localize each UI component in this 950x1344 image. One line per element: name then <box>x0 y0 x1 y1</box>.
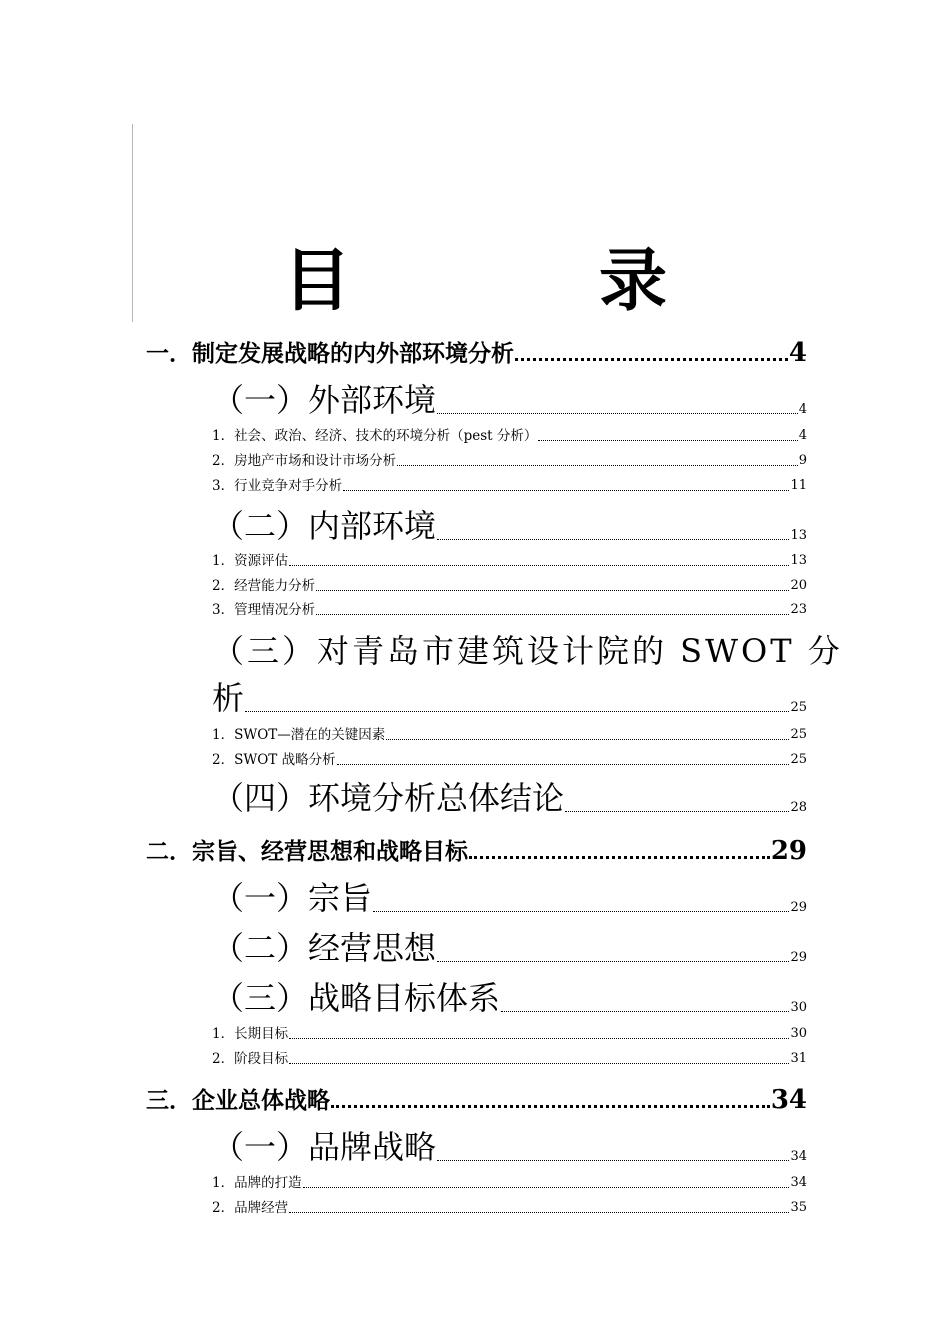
toc-entry-label: 1．SWOT—潜在的关键因素 <box>212 727 386 743</box>
toc-entry-level1[interactable] <box>146 1079 807 1115</box>
toc-entry-level3[interactable] <box>212 750 807 770</box>
toc-entry-level2[interactable] <box>212 976 807 1020</box>
toc-entry-page: 31 <box>790 1051 807 1066</box>
toc-entry-page: 4 <box>798 428 807 443</box>
toc-entry-label: 2．房地产市场和设计市场分析 <box>212 453 397 469</box>
toc-entry-level3[interactable] <box>212 1049 807 1069</box>
dot-leader <box>397 465 798 466</box>
dot-leader <box>245 711 789 712</box>
toc-entry-page: 28 <box>790 800 807 815</box>
toc-entry-page: 4 <box>788 338 807 368</box>
toc-entry-level3[interactable] <box>212 725 807 745</box>
dot-leader <box>437 413 798 414</box>
toc-entry-label: （二）内部环境 <box>212 507 437 545</box>
toc-entry-label: （一）宗旨 <box>212 879 373 917</box>
toc-entry-level3[interactable] <box>212 1198 807 1218</box>
dot-leader <box>373 911 789 912</box>
toc-entry-label: 一．制定发展战略的内外部环境分析 <box>146 341 514 367</box>
toc-entry-page: 29 <box>790 950 807 965</box>
toc-entry-label: 1．品牌的打造 <box>212 1175 302 1191</box>
toc-entry-level3[interactable] <box>212 551 807 571</box>
toc-entry-level3[interactable] <box>212 600 807 620</box>
toc-entry-page: 23 <box>790 602 807 617</box>
toc-entry-page: 35 <box>790 1200 807 1215</box>
toc-entry-level3[interactable] <box>212 1173 807 1193</box>
dot-leader <box>289 565 789 566</box>
toc-entry-page: 30 <box>790 1000 807 1015</box>
toc-entry-level2[interactable] <box>212 776 807 820</box>
toc-entry-level2-wrapped-line1[interactable] <box>212 628 843 674</box>
toc-entry-level2[interactable] <box>212 676 807 720</box>
dot-leader <box>437 539 789 540</box>
dot-leader <box>331 1105 770 1108</box>
toc-entry-page: 25 <box>790 752 807 767</box>
toc-entry-label: 2．SWOT 战略分析 <box>212 752 336 768</box>
toc-entry-level3[interactable] <box>212 576 807 596</box>
dot-leader <box>565 811 789 812</box>
toc-entry-level2[interactable] <box>212 504 807 548</box>
toc-entry-level1[interactable] <box>146 830 807 866</box>
toc-entry-level1[interactable] <box>146 332 807 368</box>
toc-entry-page: 34 <box>790 1149 807 1164</box>
dot-leader <box>538 440 797 441</box>
toc-entry-page: 11 <box>790 478 807 493</box>
toc-entry-level3[interactable] <box>212 426 807 446</box>
dot-leader <box>316 614 789 615</box>
toc-entry-level3[interactable] <box>212 476 807 496</box>
toc-entry-label: （三）对青岛市建筑设计院的 SWOT 分 <box>212 632 843 670</box>
toc-entry-label: 3．行业竞争对手分析 <box>212 478 343 494</box>
toc-entry-level3[interactable] <box>212 451 807 471</box>
dot-leader <box>501 1011 789 1012</box>
toc-entry-page: 4 <box>798 402 807 417</box>
toc-entry-page: 34 <box>770 1085 807 1115</box>
toc-entry-label: （二）经营思想 <box>212 929 437 967</box>
dot-leader <box>289 1212 789 1213</box>
dot-leader <box>386 739 789 740</box>
toc-entry-label: 3．管理情况分析 <box>212 602 316 618</box>
toc-entry-label: 2．经营能力分析 <box>212 578 316 594</box>
toc-title: 目 录 <box>282 242 757 321</box>
dot-leader <box>289 1038 789 1039</box>
dot-leader <box>289 1063 789 1064</box>
toc-entry-label: 2．阶段目标 <box>212 1051 289 1067</box>
dot-leader <box>337 764 790 765</box>
toc-entry-page: 20 <box>790 578 807 593</box>
toc-entry-label: （一）外部环境 <box>212 381 437 419</box>
toc-entry-label: （四）环境分析总体结论 <box>212 779 565 817</box>
dot-leader <box>316 590 789 591</box>
toc-entry-level3[interactable] <box>212 1024 807 1044</box>
toc-entry-label: （三）战略目标体系 <box>212 979 501 1017</box>
toc-entry-level2[interactable] <box>212 378 807 422</box>
toc-entry-page: 13 <box>790 553 807 568</box>
toc-entry-level2[interactable] <box>212 1125 807 1169</box>
toc-entry-label: 析 <box>212 679 245 717</box>
toc-entry-level2[interactable] <box>212 876 807 920</box>
toc-entry-page: 34 <box>790 1175 807 1190</box>
toc-entry-label: 1．长期目标 <box>212 1026 289 1042</box>
toc-entry-page: 29 <box>790 900 807 915</box>
toc-entry-label: 二．宗旨、经营思想和战略目标 <box>146 839 468 865</box>
toc-entry-label: 三．企业总体战略 <box>146 1088 330 1114</box>
toc-entry-level2[interactable] <box>212 926 807 970</box>
toc-entry-label: 1．资源评估 <box>212 553 289 569</box>
toc-entry-page: 25 <box>790 727 807 742</box>
dot-leader <box>469 856 770 859</box>
dot-leader <box>343 490 789 491</box>
toc-entry-label: 1．社会、政治、经济、技术的环境分析（pest 分析） <box>212 428 538 444</box>
toc-entry-page: 9 <box>798 453 807 468</box>
dot-leader <box>437 961 789 962</box>
toc-entry-label: 2．品牌经营 <box>212 1200 289 1216</box>
toc-entry-page: 25 <box>790 700 807 715</box>
toc-entry-page: 13 <box>790 528 807 543</box>
dot-leader <box>303 1187 790 1188</box>
dot-leader <box>437 1160 789 1161</box>
dot-leader <box>515 358 788 361</box>
toc-entry-label: （一）品牌战略 <box>212 1128 437 1166</box>
toc-entry-page: 30 <box>790 1026 807 1041</box>
toc-entry-page: 29 <box>770 836 807 866</box>
